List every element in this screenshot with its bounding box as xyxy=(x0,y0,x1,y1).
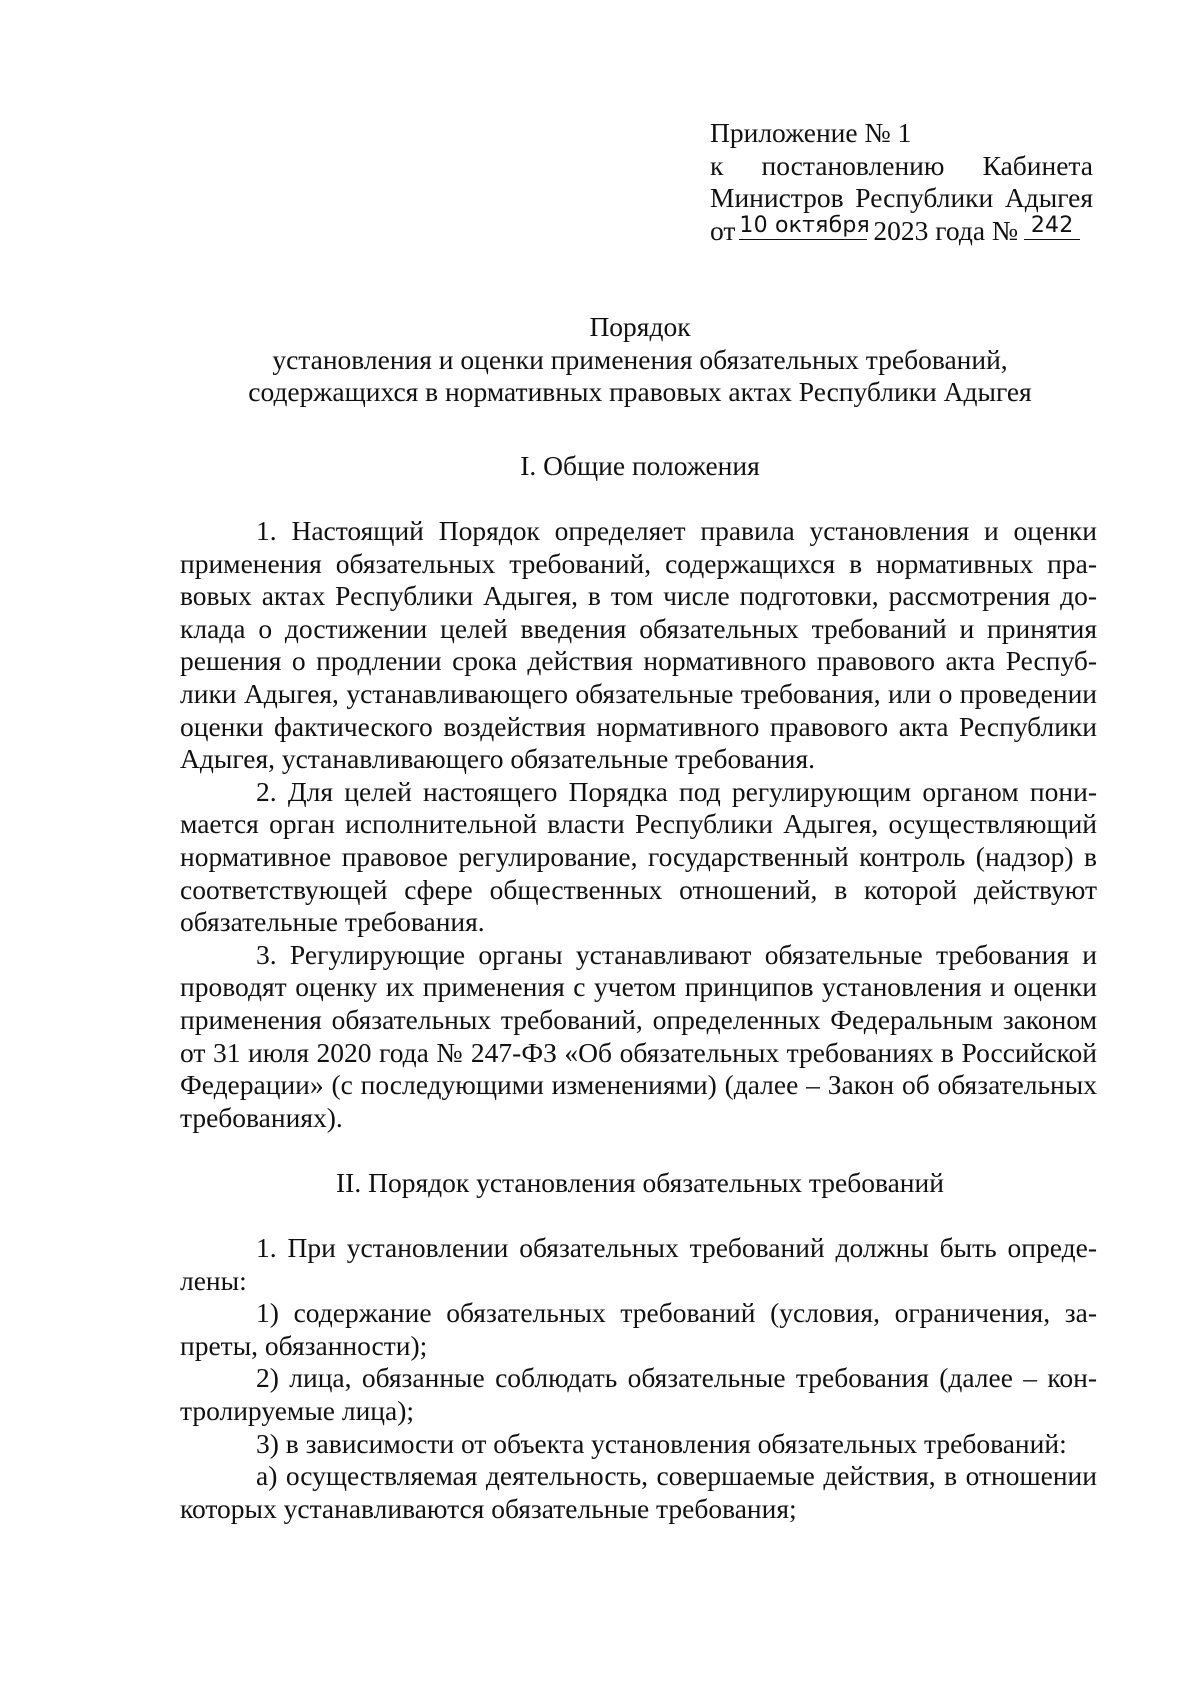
list-item: а) осуществляемая деятельность, совершаемые действия, в отношении которых устанавливаются обязательные требования; xyxy=(180,1460,1097,1524)
section-1-body xyxy=(180,515,1097,1134)
appendix-title: Приложение № 1 xyxy=(710,117,912,148)
title-line-3: содержащихся в нормативных правовых актах Республики Адыгея xyxy=(248,376,1032,408)
list-item: 3) в зависимости от объекта установления обязательных требований: xyxy=(256,1427,1067,1459)
date-fill-line xyxy=(739,212,870,240)
paragraph: 1. Настоящий Порядок определяет правила установления и оценки применения обязательных требований, содержащихся в нормативных правовых актах Республики Адыгея, в том числе подготовки, рассмотрения доклада о достижении целей введения обязательных требований и принятия решения о продлении срока действия нормативного правового акта Республики Адыгея, устанавливающего обязательные требования, или о проведении оценки фактического воздействия нормативного правового акта Республики Адыгея, устанавливающего обязательные требования. xyxy=(180,515,1097,775)
handwritten-number: 242 xyxy=(1030,212,1074,238)
section-heading-2: II. Порядок установления обязательных требований xyxy=(336,1167,944,1198)
list-item: 2) лица, обязанные соблюдать обязательные требования (далее – контролируемые лица); xyxy=(180,1362,1097,1426)
document-title xyxy=(180,311,1100,409)
paragraph: 2. Для целей настоящего Порядка под регулирующим органом понимается орган исполнительной власти Республики Адыгея, осуществляющий нормативное правовое регулирование, государственный контроль (надзор) в соответствующей сфере общественных отношений, в которой действуют обязательные требования. xyxy=(180,775,1097,938)
title-line-1: Порядок xyxy=(589,311,691,342)
title-line-2: установления и оценки применения обязательных требований, xyxy=(272,343,1008,375)
appendix-date-line xyxy=(710,212,1093,248)
appendix-resolution-line: к постановлению Кабинета xyxy=(710,149,1093,181)
paragraph: 3. Регулирующие органы устанавливают обязательные требования и проводят оценку их применения с учетом принципов установления и оценки применения обязательных требований, определенных Федеральным законом от 31 июля 2020 года № 247-ФЗ «Об обязательных требованиях в Российской Федерации» (с последующими изменениями) (далее – Закон об обязательных требованиях). xyxy=(180,938,1097,1133)
list-item: 1) содержание обязательных требований (условия, ограничения, запреты, обязанности); xyxy=(180,1297,1097,1361)
section-2-body xyxy=(180,1232,1097,1525)
handwritten-date: 10 октября xyxy=(739,212,870,238)
number-fill-line xyxy=(1024,212,1080,240)
section-heading-1: I. Общие положения xyxy=(520,450,760,481)
date-prefix: от xyxy=(710,214,736,246)
appendix-block xyxy=(710,117,1093,247)
paragraph: 1. При установлении обязательных требований должны быть определены: xyxy=(180,1232,1097,1296)
date-year: 2023 года № xyxy=(873,214,1019,246)
appendix-cabinet-line: Министров Республики Адыгея xyxy=(710,182,1093,214)
